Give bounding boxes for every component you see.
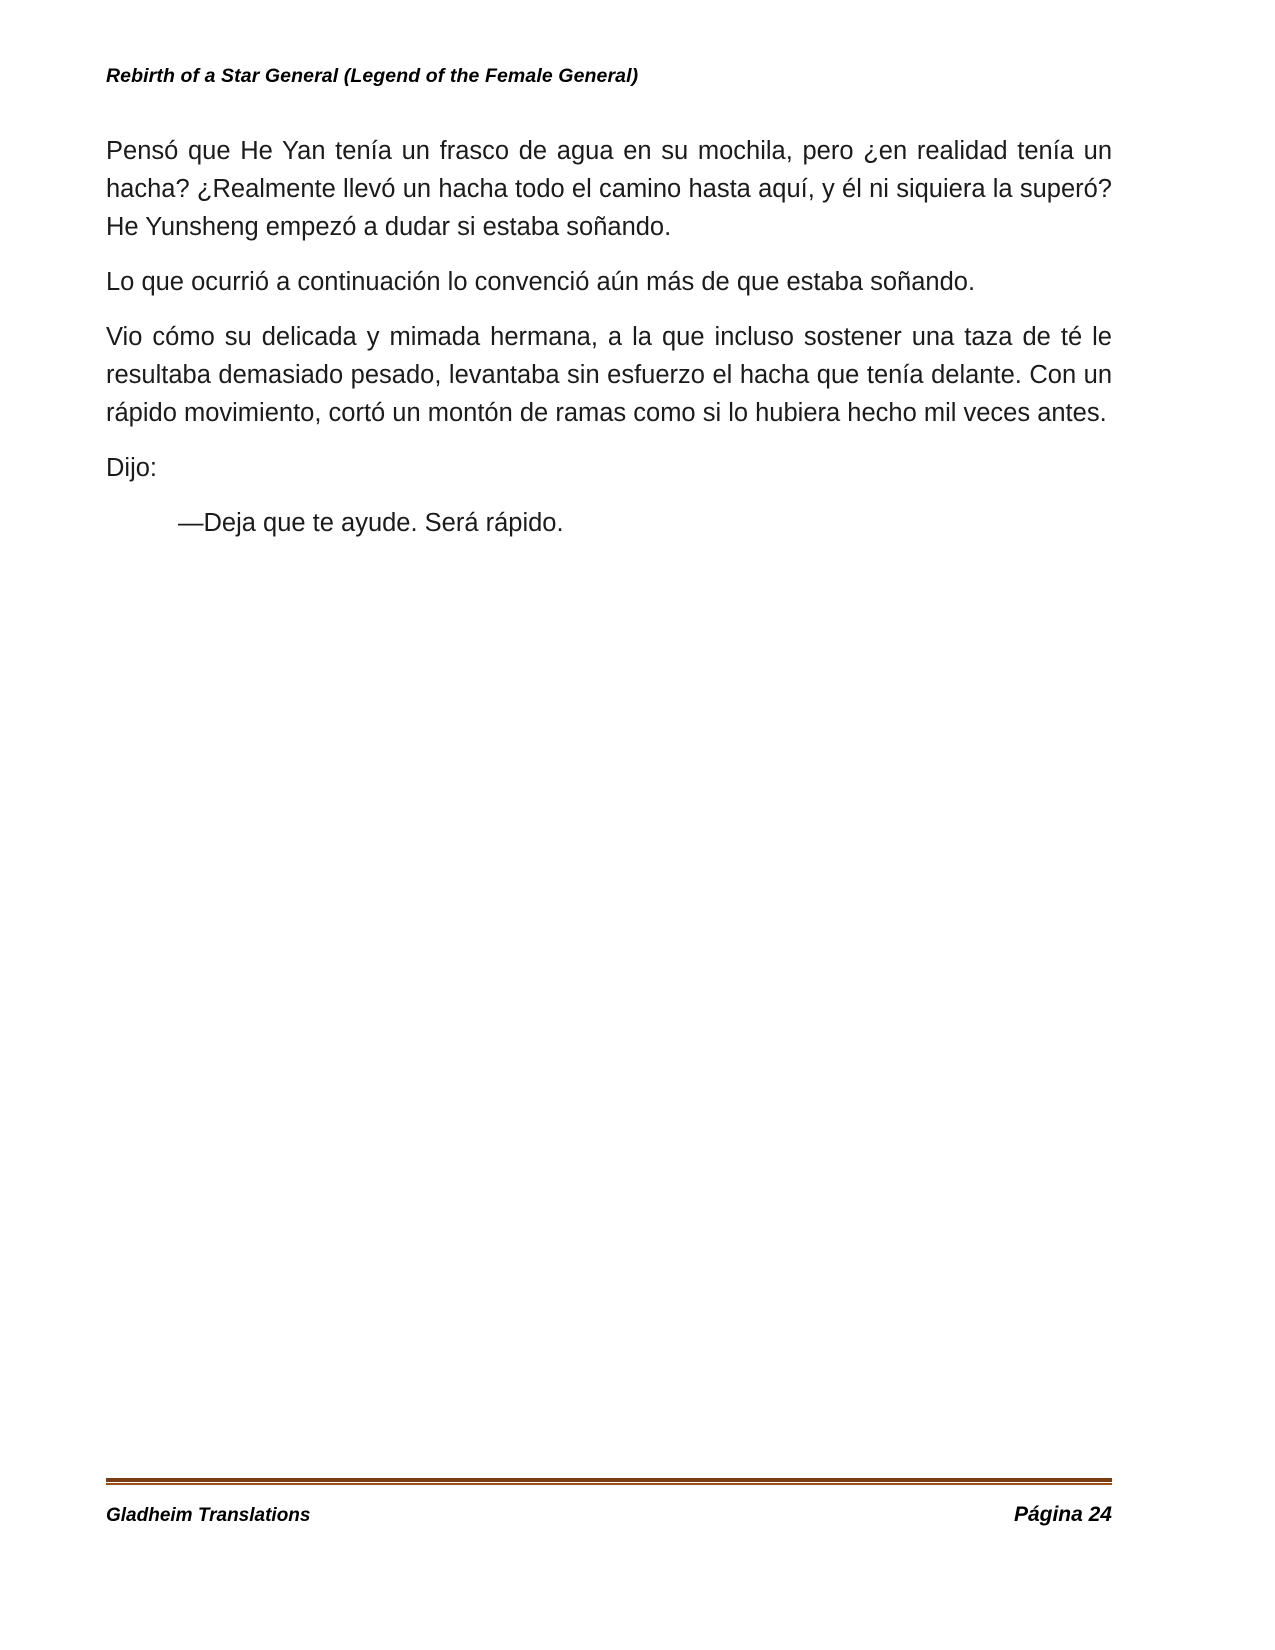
header-title: Rebirth of a Star General (Legend of the Female General) (106, 65, 639, 87)
footer-page-number: Página 24 (1013, 1503, 1112, 1526)
body-paragraph: Vio cómo su delicada y mimada hermana, a la que incluso sostener una taza de té le resultaba demasiado pesado, levantaba sin esfuerzo el hacha que tenía delante. Con un rápido movimiento, cortó un montón de ramas como si lo hubiera hecho mil veces antes. (106, 323, 1112, 427)
footer-divider (106, 1478, 1112, 1485)
body-paragraph: Lo que ocurrió a continuación lo convenció aún más de que estaba soñando. (106, 268, 976, 296)
document-header (106, 64, 1112, 88)
footer-row (106, 1503, 1112, 1527)
body-paragraph: Pensó que He Yan tenía un frasco de agua en su mochila, pero ¿en realidad tenía un hacha? ¿Realmente llevó un hacha todo el camino hasta aquí, y él ni siquiera la superó? He Yunsheng empezó a dudar si estaba soñando. (106, 137, 1112, 241)
body-paragraph: Dijo: (106, 454, 158, 482)
document-footer (106, 1478, 1112, 1527)
dialogue-line: —Deja que te ayude. Será rápido. (178, 509, 564, 537)
document-body (106, 132, 1112, 542)
footer-rule-thin (106, 1483, 1112, 1485)
footer-translator-credit: Gladheim Translations (106, 1505, 311, 1526)
